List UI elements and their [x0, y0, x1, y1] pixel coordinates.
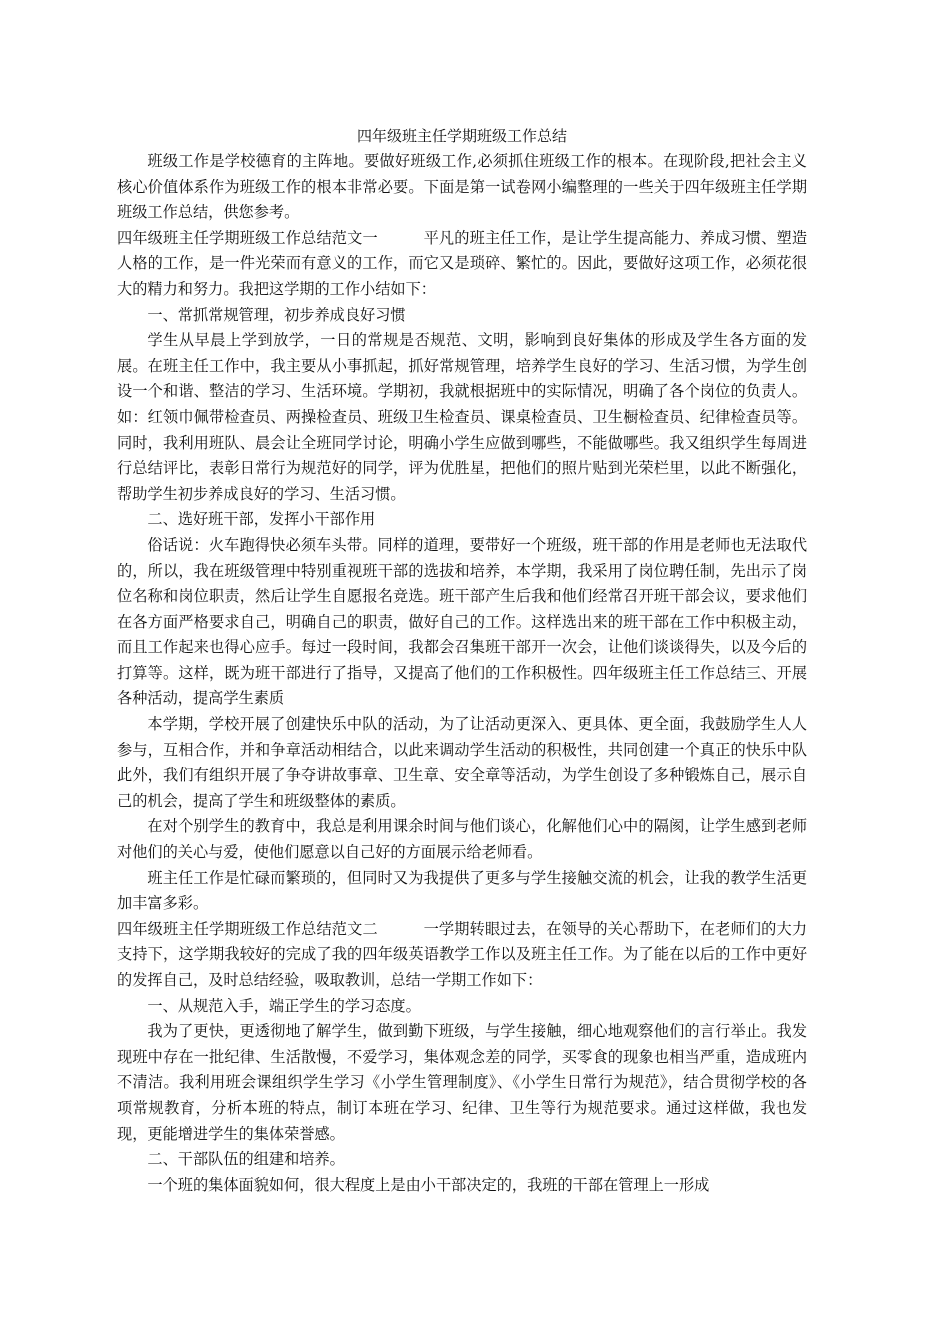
sample2-heading: 四年级班主任学期班级工作总结范文二: [117, 919, 378, 938]
s1-paragraph-3: 本学期，学校开展了创建快乐中队的活动，为了让活动更深入、更具体、更全面，我鼓励学生人人参与，互相合作，并和争章活动相结合，以此来调动学生活动的积极性，共同创建一个真正的快乐中队此外，我们有组织开展了争夺讲故事章、卫生章、安全章等活动，为学生创设了多种锻炼自己，展示自己的机会，提高了学生和班级整体的素质。: [117, 715, 807, 810]
s1-paragraph-1: 学生从早晨上学到放学，一日的常规是否规范、文明，影响到良好集体的形成及学生各方面的发展。在班主任工作中，我主要从小事抓起，抓好常规管理，培养学生良好的学习、生活习惯，为学生创设一个和谐、整洁的学习、生活环境。学期初，我就根据班中的实际情况，明确了各个岗位的负责人。如：红领巾佩带检查员、两操检查员、班级卫生检查员、课桌检查员、卫生橱检查员、纪律检查员等。同时，我利用班队、晨会让全班同学讨论，明确小学生应做到哪些，不能做哪些。我又组织学生每周进行总结评比，表彰日常行为规范好的同学，评为优胜星，把他们的照片贴到光荣栏里，以此不断强化，帮助学生初步养成良好的学习、生活习惯。: [117, 331, 807, 503]
sample2-paragraph: [117, 917, 807, 994]
s1-paragraph-2: 俗话说：火车跑得快必须车头带。同样的道理，要带好一个班级，班干部的作用是老师也无法取代的，所以，我在班级管理中特别重视班干部的选拔和培养，本学期，我采用了岗位聘任制，先出示了岗位名称和岗位职责，然后让学生自愿报名竞选。班干部产生后我和他们经常召开班干部会议，要求他们在各方面严格要求自己，明确自己的职责，做好自己的工作。这样选出来的班干部在工作中积极主动，而且工作起来也得心应手。每过一段时间，我都会召集班干部开一次会，让他们谈谈得失，以及今后的打算等。这样，既为班干部进行了指导，又提高了他们的工作积极性。四年级班主任工作总结三、开展各种活动，提高学生素质: [117, 535, 807, 708]
s2-paragraph-2: 一个班的集体面貌如何，很大程度上是由小干部决定的，我班的干部在管理上一形成: [147, 1175, 710, 1194]
document-title: 四年级班主任学期班级工作总结: [356, 127, 567, 145]
sample1-intro: 平凡的班主任工作，是让学生提高能力、养成习惯、塑造人格的工作，是一件光荣而有意义的工作，而它又是琐碎、繁忙的。因此，要做好这项工作，必须花很大的精力和努力。我把这学期的工作小结如下：: [117, 228, 808, 298]
sample1-heading: 四年级班主任学期班级工作总结范文一: [117, 228, 378, 247]
sample2-intro: 一学期转眼过去，在领导的关心帮助下，在老师们的大力支持下，这学期我较好的完成了我的四年级英语教学工作以及班主任工作。为了能在以后的工作中更好的发挥自己，及时总结经验，吸取教训，总结一学期工作如下：: [117, 919, 808, 989]
s1-paragraph-4: 在对个别学生的教育中，我总是利用课余时间与他们谈心，化解他们心中的隔阂，让学生感到老师对他们的关心与爱，使他们愿意以自己好的方面展示给老师看。: [117, 817, 807, 862]
s2-section-heading-1: 一、从规范入手，端正学生的学习态度。: [147, 996, 421, 1015]
s2-paragraph-1: 我为了更快，更透彻地了解学生，做到勤下班级，与学生接触，细心地观察他们的言行举止。我发现班中存在一批纪律、生活散慢，不爱学习，集体观念差的同学，买零食的现象也相当严重，造成班内不清洁。我利用班会课组织学生学习《小学生管理制度》、《小学生日常行为规范》，结合贯彻学校的各项常规教育，分析本班的特点，制订本班在学习、纪律、卫生等行为规范要求。通过这样做，我也发现，更能增进学生的集体荣誉感。: [117, 1022, 807, 1143]
s1-section-heading-1: 一、常抓常规管理，初步养成良好习惯: [147, 305, 406, 324]
intro-paragraph: 班级工作是学校德育的主阵地。要做好班级工作,必须抓住班级工作的根本。在现阶段,把社会主义核心价值体系作为班级工作的根本非常必要。下面是第一试卷网小编整理的一些关于四年级班主任学期班级工作总结，供您参考。: [117, 152, 807, 222]
s1-section-heading-2: 二、选好班干部，发挥小干部作用: [147, 510, 376, 529]
sample1-paragraph: [117, 226, 807, 303]
s2-section-heading-2: 二、干部队伍的组建和培养。: [147, 1150, 345, 1169]
s1-paragraph-5: 班主任工作是忙碌而繁琐的，但同时又为我提供了更多与学生接触交流的机会，让我的教学生活更加丰富多彩。: [117, 868, 807, 913]
document-page: [117, 125, 807, 1198]
